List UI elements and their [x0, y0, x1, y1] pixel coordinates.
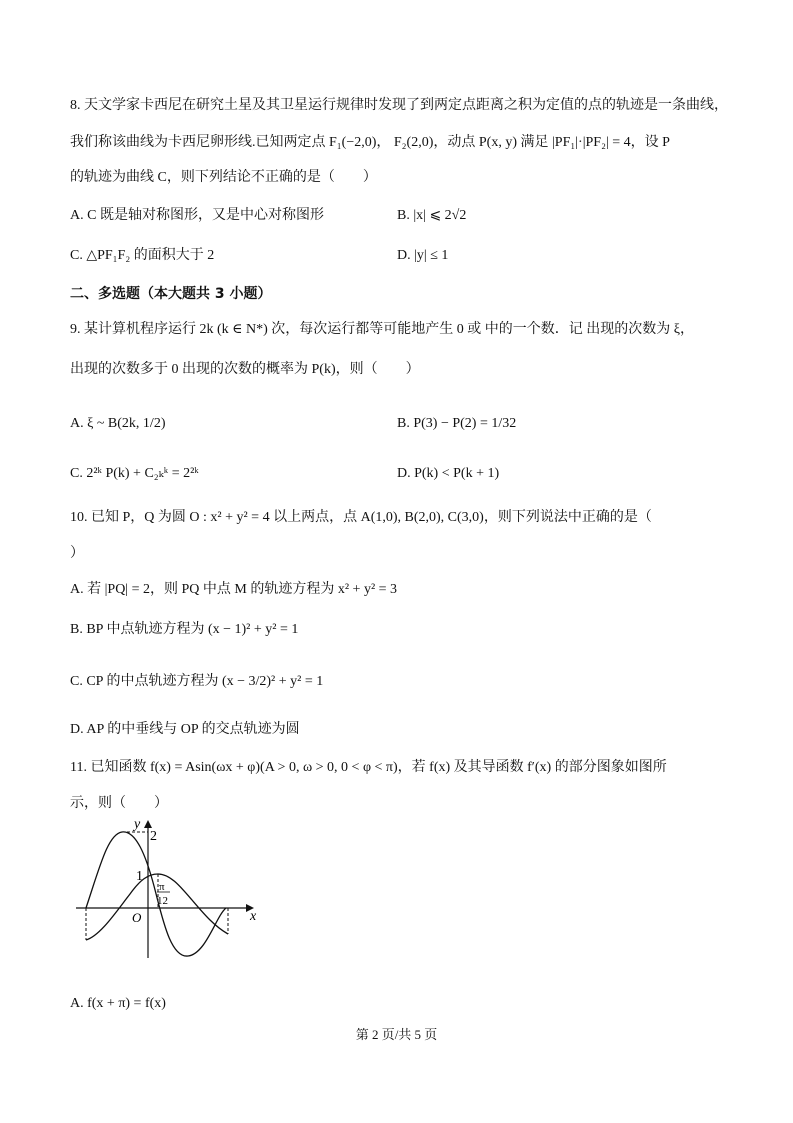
q9-line-2: 出现的次数多于 0 出现的次数的概率为 P(k)，则（ ） [70, 362, 420, 377]
origin-label: O [132, 910, 142, 925]
derivative-curve [86, 832, 226, 956]
q10-option-b: B. BP 中点轨迹方程为 (x − 1)² + y² = 1 [70, 622, 299, 637]
tick-label-pi: π [159, 881, 165, 893]
q8-option-c: C. △PF₁F₂ 的面积大于 2 [70, 248, 215, 263]
q11-line-1: 11. 已知函数 f(x) = Asin(ωx + φ)(A > 0, ω > 0, 0 < φ < π)，若 f(x) 及其导函数 f′(x) 的部分图象如图所 [70, 760, 667, 775]
q10-option-a: A. 若 |PQ| = 2，则 PQ 中点 M 的轨迹方程为 x² + y² = 3 [70, 582, 398, 597]
tick-label-2: 2 [150, 829, 157, 844]
q8-option-b: B. |x| ⩽ 2√2 [397, 208, 467, 223]
section-heading-multiple-choice: 二、多选题（本大题共 3 小题） [70, 286, 272, 302]
function-curve [86, 874, 228, 940]
q10-line-2: ） [70, 546, 84, 561]
function-graph [70, 816, 260, 966]
q8-option-a: A. C 既是轴对称图形，又是中心对称图形 [70, 208, 324, 223]
tick-label-12: 12 [157, 895, 168, 907]
q10-line-1: 10. 已知 P，Q 为圆 O : x² + y² = 4 以上两点，点 A(1,0), B(2,0), C(3,0)，则下列说法中正确的是（ [70, 510, 652, 525]
q9-option-d: D. P(k) < P(k + 1) [397, 466, 500, 481]
x-axis-label: x [250, 909, 257, 924]
q10-option-d: D. AP 的中垂线与 OP 的交点轨迹为圆 [70, 722, 300, 737]
q9-option-a: A. ξ ~ B(2k, 1/2) [70, 416, 166, 431]
q10-option-c: C. CP 的中点轨迹方程为 (x − 3/2)² + y² = 1 [70, 674, 324, 689]
q8-line-1: 8. 天文学家卡西尼在研究土星及其卫星运行规律时发现了到两定点距离之积为定值的点的轨迹是一条曲线， [70, 98, 728, 113]
q8-line-3: 的轨迹为曲线 C，则下列结论不正确的是（ ） [70, 170, 377, 185]
q9-option-b: B. P(3) − P(2) = 1/32 [397, 416, 517, 431]
page-footer: 第 2 页/共 5 页 [355, 1027, 438, 1042]
q8-option-d: D. |y| ≤ 1 [397, 248, 449, 263]
q11-option-a: A. f(x + π) = f(x) [70, 996, 166, 1011]
y-axis-label: y [134, 817, 141, 832]
q8-line-2: 我们称该曲线为卡西尼卵形线.已知两定点 F₁(−2,0)， F₂(2,0)，动点 P(x, y) 满足 |PF₁|·|PF₂| = 4，设 P [70, 135, 670, 150]
q9-line-1: 9. 某计算机程序运行 2k (k ∈ N*) 次，每次运行都等可能地产生 0 或 中的一个数．记 出现的次数为 ξ， [70, 322, 695, 337]
q9-option-c: C. 2²ᵏ P(k) + C₂ₖᵏ = 2²ᵏ [70, 466, 199, 481]
y-axis-arrow [144, 820, 152, 828]
q11-line-2: 示，则（ ） [70, 796, 168, 811]
tick-label-1: 1 [136, 869, 143, 884]
